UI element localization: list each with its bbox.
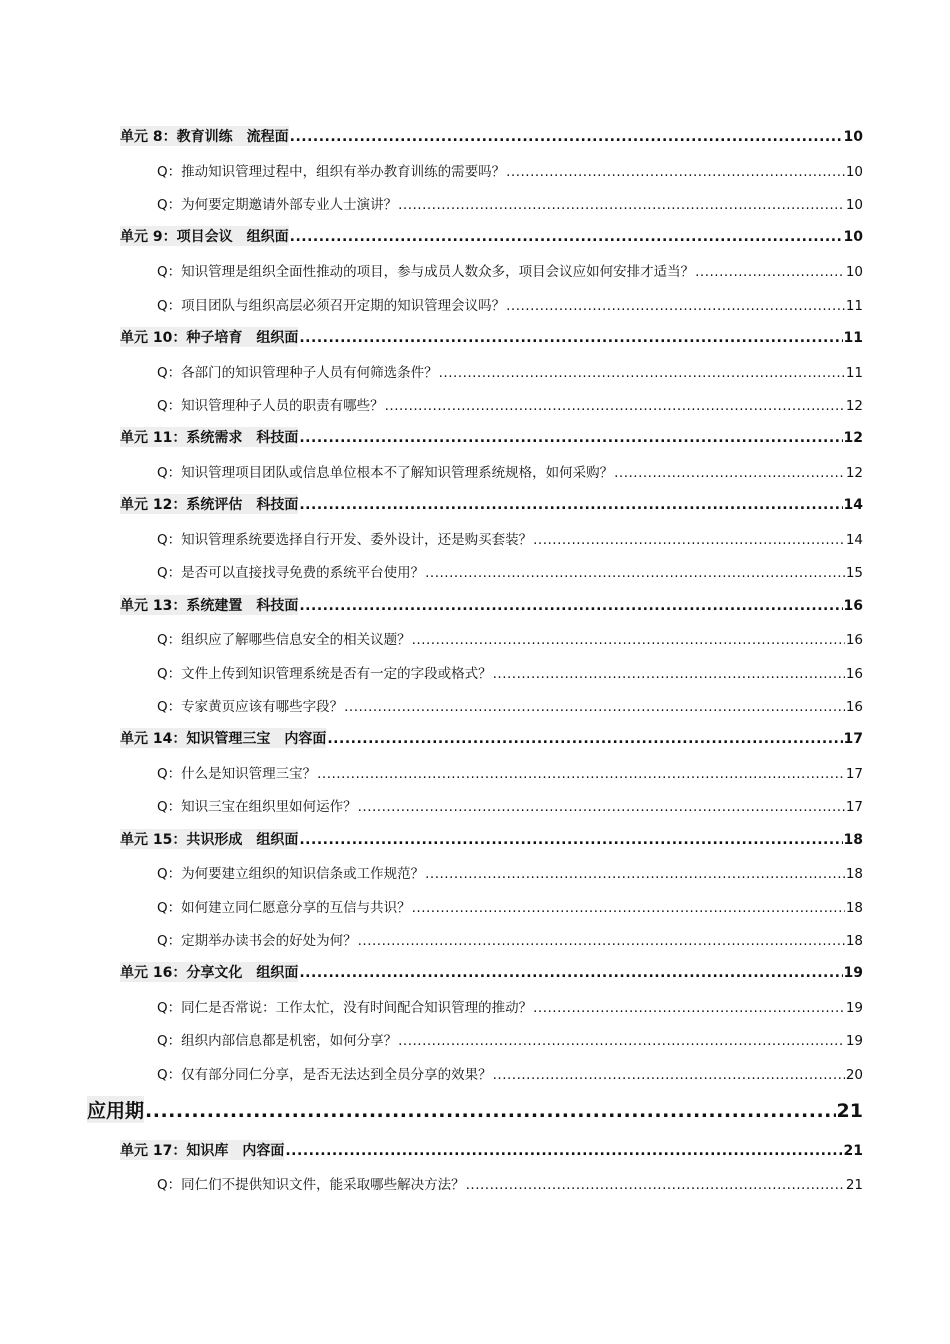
page-number: 17: [845, 799, 863, 815]
page-number: 17: [845, 766, 863, 782]
entry-title: 单元 15：共识形成 组织面: [120, 829, 298, 849]
dot-leader: [439, 365, 845, 381]
dot-leader: [317, 766, 845, 782]
page-number: 10: [843, 129, 863, 145]
dot-leader: [614, 465, 845, 481]
dot-leader: [385, 398, 845, 414]
toc-unit-entry[interactable]: [120, 728, 863, 748]
toc-question-entry[interactable]: [157, 361, 863, 381]
toc-question-entry[interactable]: [157, 896, 863, 916]
page-number: 21: [836, 1100, 863, 1122]
page-number: 21: [845, 1177, 863, 1193]
dot-leader: [290, 229, 843, 245]
dot-leader: [425, 866, 845, 882]
toc-question-entry[interactable]: [157, 193, 863, 213]
page-number: 16: [845, 632, 863, 648]
toc-phase-entry[interactable]: [87, 1096, 863, 1124]
page-number: 14: [845, 532, 863, 548]
entry-title: 单元 9：项目会议 组织面: [120, 226, 289, 246]
dot-leader: [466, 1177, 845, 1193]
entry-title: 单元 10：种子培育 组织面: [120, 327, 298, 347]
entry-title: 单元 12：系统评估 科技面: [120, 494, 298, 514]
page-number: 10: [845, 164, 863, 180]
page-number: 19: [845, 1000, 863, 1016]
toc-unit-entry[interactable]: [120, 126, 863, 146]
dot-leader: [412, 632, 845, 648]
entry-title: Q：为何要定期邀请外部专业人士演讲？: [157, 197, 398, 213]
toc-question-entry[interactable]: [157, 561, 863, 581]
dot-leader: [506, 164, 845, 180]
dot-leader: [145, 1100, 836, 1122]
entry-title: Q：各部门的知识管理种子人员有何筛选条件？: [157, 365, 438, 381]
toc-question-entry[interactable]: [157, 862, 863, 882]
toc-question-entry[interactable]: [157, 795, 863, 815]
page-number: 18: [845, 900, 863, 916]
page-number: 10: [845, 264, 863, 280]
dot-leader: [327, 731, 842, 747]
entry-title: 单元 13：系统建置 科技面: [120, 595, 298, 615]
toc-question-entry[interactable]: [157, 662, 863, 682]
page-number: 18: [845, 933, 863, 949]
toc-question-entry[interactable]: [157, 461, 863, 481]
page-number: 21: [843, 1143, 863, 1159]
toc-unit-entry[interactable]: [120, 595, 863, 615]
entry-title: Q：推动知识管理过程中，组织有举办教育训练的需要吗？: [157, 164, 506, 180]
dot-leader: [358, 799, 845, 815]
entry-title: Q：仅有部分同仁分享，是否无法达到全员分享的效果？: [157, 1067, 492, 1083]
entry-title: Q：知识管理项目团队或信息单位根本不了解知识管理系统规格，如何采购？: [157, 465, 614, 481]
entry-title: 单元 8：教育训练 流程面: [120, 126, 289, 146]
page-number: 16: [843, 598, 863, 614]
dot-leader: [299, 965, 842, 981]
toc-question-entry[interactable]: [157, 929, 863, 949]
dot-leader: [398, 1033, 845, 1049]
dot-leader: [290, 129, 843, 145]
toc-question-entry[interactable]: [157, 628, 863, 648]
dot-leader: [358, 933, 845, 949]
entry-title: Q：知识管理种子人员的职责有哪些？: [157, 398, 384, 414]
page-number: 17: [843, 731, 863, 747]
toc-unit-entry[interactable]: [120, 1140, 863, 1160]
toc-unit-entry[interactable]: [120, 427, 863, 447]
entry-title: 应用期: [87, 1096, 144, 1123]
entry-title: 单元 14：知识管理三宝 内容面: [120, 728, 326, 748]
toc-unit-entry[interactable]: [120, 327, 863, 347]
toc-question-entry[interactable]: [157, 996, 863, 1016]
toc-unit-entry[interactable]: [120, 226, 863, 246]
dot-leader: [299, 598, 842, 614]
dot-leader: [493, 666, 845, 682]
entry-title: Q：同仁是否常说：工作太忙，没有时间配合知识管理的推动？: [157, 1000, 533, 1016]
entry-title: Q：为何要建立组织的知识信条或工作规范？: [157, 866, 425, 882]
page-number: 19: [845, 1033, 863, 1049]
page-number: 12: [845, 398, 863, 414]
dot-leader: [493, 1067, 845, 1083]
dot-leader: [425, 565, 845, 581]
entry-title: Q：知识管理系统要选择自行开发、委外设计，还是购买套装？: [157, 532, 533, 548]
entry-title: Q：什么是知识管理三宝？: [157, 766, 317, 782]
toc-question-entry[interactable]: [157, 1173, 863, 1193]
toc-unit-entry[interactable]: [120, 829, 863, 849]
page-number: 10: [845, 197, 863, 213]
page-number: 20: [845, 1067, 863, 1083]
dot-leader: [398, 197, 845, 213]
entry-title: Q：组织应了解哪些信息安全的相关议题？: [157, 632, 411, 648]
dot-leader: [506, 298, 845, 314]
dot-leader: [695, 264, 845, 280]
page-number: 18: [845, 866, 863, 882]
entry-title: 单元 17：知识库 内容面: [120, 1140, 284, 1160]
toc-question-entry[interactable]: [157, 528, 863, 548]
dot-leader: [299, 832, 842, 848]
entry-title: Q：项目团队与组织高层必须召开定期的知识管理会议吗？: [157, 298, 506, 314]
toc-question-entry[interactable]: [157, 294, 863, 314]
page-number: 10: [843, 229, 863, 245]
entry-title: Q：知识三宝在组织里如何运作？: [157, 799, 357, 815]
dot-leader: [299, 430, 842, 446]
dot-leader: [533, 1000, 845, 1016]
page-number: 18: [843, 832, 863, 848]
toc-question-entry[interactable]: [157, 160, 863, 180]
toc-question-entry[interactable]: [157, 260, 863, 280]
page-number: 11: [845, 365, 863, 381]
toc-question-entry[interactable]: [157, 1063, 863, 1083]
toc-question-entry[interactable]: [157, 695, 863, 715]
entry-title: Q：如何建立同仁愿意分享的互信与共识？: [157, 900, 411, 916]
dot-leader: [412, 900, 845, 916]
page-number: 16: [845, 699, 863, 715]
toc-unit-entry[interactable]: [120, 962, 863, 982]
page-number: 15: [845, 565, 863, 581]
entry-title: 单元 11：系统需求 科技面: [120, 427, 298, 447]
toc-question-entry[interactable]: [157, 762, 863, 782]
page-number: 19: [843, 965, 863, 981]
page-number: 14: [843, 497, 863, 513]
entry-title: Q：文件上传到知识管理系统是否有一定的字段或格式？: [157, 666, 492, 682]
entry-title: Q：同仁们不提供知识文件，能采取哪些解决方法？: [157, 1177, 465, 1193]
entry-title: Q：知识管理是组织全面性推动的项目，参与成员人数众多，项目会议应如何安排才适当？: [157, 264, 695, 280]
page-number: 11: [845, 298, 863, 314]
dot-leader: [344, 699, 845, 715]
dot-leader: [299, 330, 842, 346]
entry-title: Q：组织内部信息都是机密，如何分享？: [157, 1033, 398, 1049]
entry-title: 单元 16：分享文化 组织面: [120, 962, 298, 982]
page-number: 12: [845, 465, 863, 481]
dot-leader: [299, 497, 842, 513]
toc-question-entry[interactable]: [157, 394, 863, 414]
entry-title: Q：是否可以直接找寻免费的系统平台使用？: [157, 565, 425, 581]
toc-question-entry[interactable]: [157, 1029, 863, 1049]
toc-unit-entry[interactable]: [120, 494, 863, 514]
page-number: 16: [845, 666, 863, 682]
page-number: 12: [843, 430, 863, 446]
dot-leader: [285, 1143, 842, 1159]
entry-title: Q：定期举办读书会的好处为何？: [157, 933, 357, 949]
page-number: 11: [843, 330, 863, 346]
dot-leader: [533, 532, 845, 548]
entry-title: Q：专家黄页应该有哪些字段？: [157, 699, 344, 715]
